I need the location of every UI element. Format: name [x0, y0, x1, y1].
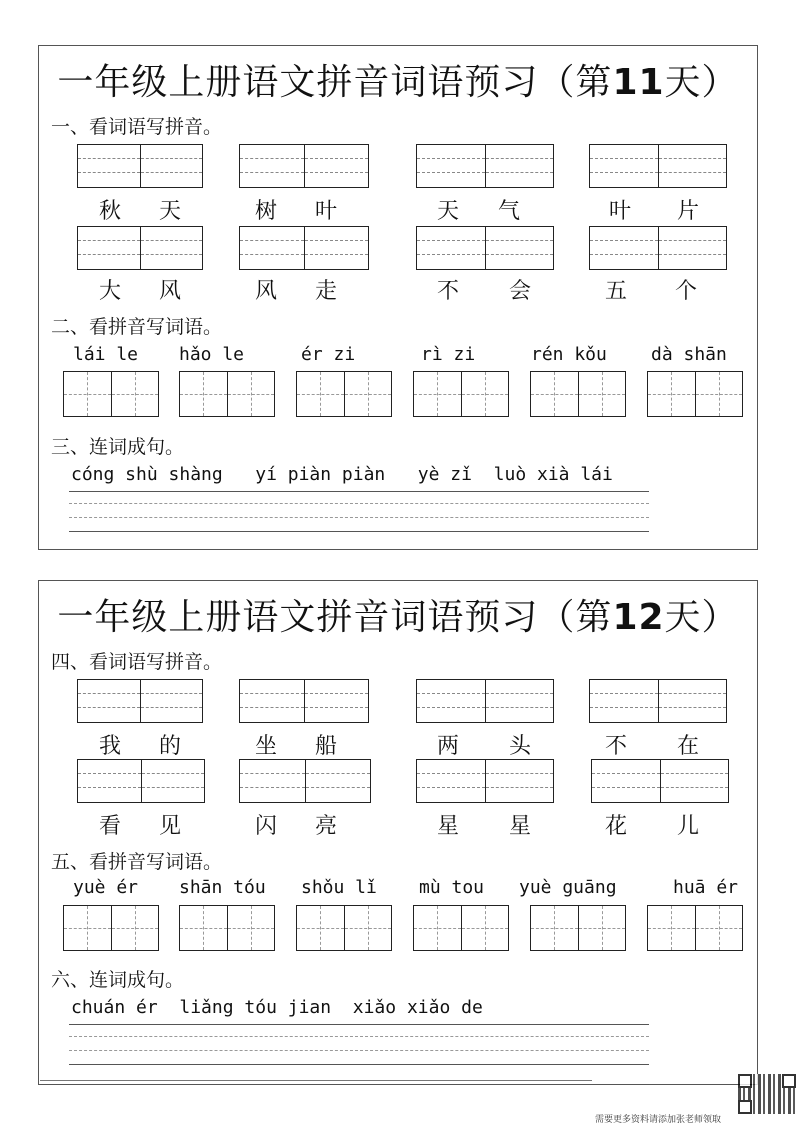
pinyin-prompt: rì zi — [421, 344, 476, 365]
pinyin-prompt: huā ér — [673, 877, 739, 898]
word-char: 星 — [437, 814, 460, 839]
worksheet-day-12 — [38, 580, 758, 1085]
word-char: 我 — [99, 734, 122, 759]
pinyin-writing-grid[interactable] — [589, 226, 727, 270]
pinyin-writing-grid[interactable] — [416, 144, 554, 188]
writing-line[interactable] — [69, 1036, 649, 1037]
pinyin-prompt: shān tóu — [179, 877, 266, 898]
pinyin-prompt: shǒu lǐ — [301, 877, 377, 898]
hanzi-writing-grid[interactable] — [647, 905, 743, 951]
pinyin-writing-grid[interactable] — [77, 759, 205, 803]
pinyin-prompt: hǎo le — [179, 344, 245, 365]
writing-line[interactable] — [69, 1064, 649, 1065]
word-char: 见 — [159, 814, 182, 839]
word-char: 看 — [99, 814, 122, 839]
pinyin-prompt: rén kǒu — [531, 344, 607, 365]
word-char: 的 — [159, 734, 182, 759]
section-heading: 二、看拼音写词语。 — [51, 316, 223, 338]
pinyin-writing-grid[interactable] — [416, 226, 554, 270]
word-char: 秋 — [99, 199, 122, 224]
word-char: 风 — [159, 279, 182, 304]
sentence-pinyin: cóng shù shàng yí piàn piàn yè zǐ luò xià lái — [71, 464, 613, 485]
word-char: 两 — [437, 734, 460, 759]
pinyin-writing-grid[interactable] — [77, 679, 203, 723]
word-char: 船 — [315, 734, 338, 759]
writing-line[interactable] — [69, 517, 649, 518]
hanzi-writing-grid[interactable] — [413, 371, 509, 417]
writing-line[interactable] — [69, 1050, 649, 1051]
pinyin-writing-grid[interactable] — [239, 226, 369, 270]
word-char: 树 — [255, 199, 278, 224]
pinyin-prompt: lái le — [73, 344, 139, 365]
pinyin-writing-grid[interactable] — [77, 226, 203, 270]
word-char: 天 — [159, 199, 182, 224]
word-char: 不 — [605, 734, 628, 759]
pinyin-writing-grid[interactable] — [589, 144, 727, 188]
hanzi-writing-grid[interactable] — [179, 371, 275, 417]
word-char: 坐 — [255, 734, 278, 759]
section-heading: 四、看词语写拼音。 — [51, 651, 223, 673]
pinyin-writing-grid[interactable] — [77, 144, 203, 188]
word-char: 会 — [509, 279, 532, 304]
hanzi-writing-grid[interactable] — [647, 371, 743, 417]
word-char: 头 — [509, 734, 532, 759]
word-char: 片 — [677, 199, 700, 224]
sentence-pinyin: chuán ér liǎng tóu jian xiǎo xiǎo de — [71, 997, 483, 1018]
section-heading: 五、看拼音写词语。 — [51, 851, 223, 873]
pinyin-writing-grid[interactable] — [239, 759, 371, 803]
word-char: 亮 — [315, 814, 338, 839]
footer-divider — [40, 1080, 592, 1081]
pinyin-prompt: yuè guāng — [519, 877, 617, 898]
hanzi-writing-grid[interactable] — [296, 371, 392, 417]
hanzi-writing-grid[interactable] — [63, 371, 159, 417]
pinyin-writing-grid[interactable] — [589, 679, 727, 723]
pinyin-prompt: ér zi — [301, 344, 356, 365]
word-char: 在 — [677, 734, 700, 759]
word-char: 个 — [675, 279, 698, 304]
word-char: 闪 — [255, 814, 278, 839]
section-heading: 三、连词成句。 — [51, 436, 185, 458]
pinyin-writing-grid[interactable] — [416, 679, 554, 723]
word-char: 叶 — [609, 199, 632, 224]
writing-line[interactable] — [69, 491, 649, 492]
pinyin-writing-grid[interactable] — [416, 759, 554, 803]
hanzi-writing-grid[interactable] — [296, 905, 392, 951]
word-char: 走 — [315, 279, 338, 304]
hanzi-writing-grid[interactable] — [63, 905, 159, 951]
worksheet-day-11 — [38, 45, 758, 550]
hanzi-writing-grid[interactable] — [179, 905, 275, 951]
word-char: 不 — [437, 279, 460, 304]
writing-line[interactable] — [69, 1024, 649, 1025]
writing-line[interactable] — [69, 531, 649, 532]
worksheet-title: 一年级上册语文拼音词语预习（第12天） — [57, 597, 739, 638]
footer-note: 需要更多资料请添加张老师领取 — [595, 1115, 722, 1125]
word-char: 风 — [255, 279, 278, 304]
word-char: 叶 — [315, 199, 338, 224]
word-char: 花 — [605, 814, 628, 839]
hanzi-writing-grid[interactable] — [413, 905, 509, 951]
pinyin-prompt: yuè ér — [73, 877, 139, 898]
word-char: 大 — [99, 279, 122, 304]
word-char: 气 — [498, 199, 521, 224]
section-heading: 一、看词语写拼音。 — [51, 116, 223, 138]
section-heading: 六、连词成句。 — [51, 969, 185, 991]
pinyin-writing-grid[interactable] — [239, 144, 369, 188]
pinyin-writing-grid[interactable] — [591, 759, 729, 803]
writing-line[interactable] — [69, 503, 649, 504]
word-char: 星 — [509, 814, 532, 839]
word-char: 五 — [605, 279, 628, 304]
word-char: 天 — [437, 199, 460, 224]
pinyin-prompt: mù tou — [419, 877, 485, 898]
qr-code-icon — [738, 1074, 796, 1114]
hanzi-writing-grid[interactable] — [530, 905, 626, 951]
worksheet-title: 一年级上册语文拼音词语预习（第11天） — [57, 62, 739, 103]
hanzi-writing-grid[interactable] — [530, 371, 626, 417]
pinyin-prompt: dà shān — [651, 344, 727, 365]
word-char: 儿 — [677, 814, 700, 839]
pinyin-writing-grid[interactable] — [239, 679, 369, 723]
